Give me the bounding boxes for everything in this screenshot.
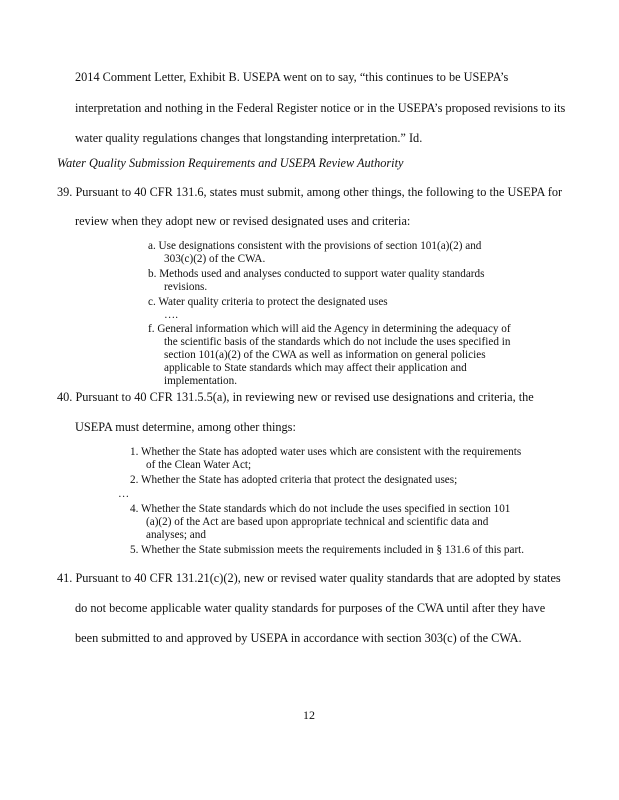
list-a-line-9: section 101(a)(2) of the CWA as well as information on general policies [164,349,486,361]
list-b-line-3: 2. Whether the State has adopted criteria that protect the designated uses; [130,474,458,486]
list-a-line-2: 303(c)(2) of the CWA. [164,253,266,265]
list-b-line-5: 4. Whether the State standards which do not include the uses specified in section 101 [130,503,511,515]
list-a-line-1: a. Use designations consistent with the provisions of section 101(a)(2) and [148,240,482,252]
intro-line-2: interpretation and nothing in the Federal Register notice or in the USEPA’s proposed revisions to its [75,101,566,115]
list-b-line-2: of the Clean Water Act; [146,459,252,471]
para-39-line-2: review when they adopt new or revised designated uses and criteria: [75,214,411,228]
list-b-line-7: analyses; and [146,529,206,541]
intro-line-3: water quality regulations changes that longstanding interpretation.” Id. [75,131,423,145]
list-a-line-11: implementation. [164,375,238,387]
list-a-line-6: …. [164,309,178,321]
list-b-line-1: 1. Whether the State has adopted water uses which are consistent with the requirements [130,446,522,458]
para-40-line-1: 40. Pursuant to 40 CFR 131.5.5(a), in reviewing new or revised use designations and criteria, the [57,390,534,404]
list-a-line-5: c. Water quality criteria to protect the designated uses [148,296,388,308]
list-a-line-7: f. General information which will aid the Agency in determining the adequacy of [148,323,511,335]
para-40-line-2: USEPA must determine, among other things: [75,420,296,434]
section-heading: Water Quality Submission Requirements and USEPA Review Authority [57,156,404,170]
list-b-line-4: … [118,488,130,500]
para-41-line-3: been submitted to and approved by USEPA in accordance with section 303(c) of the CWA. [75,631,522,645]
list-a-line-3: b. Methods used and analyses conducted to support water quality standards [148,268,485,280]
page-number: 12 [303,708,315,722]
para-41-line-1: 41. Pursuant to 40 CFR 131.21(c)(2), new or revised water quality standards that are adopted by states [57,571,561,585]
intro-line-1: 2014 Comment Letter, Exhibit B. USEPA went on to say, “this continues to be USEPA’s [75,70,509,84]
list-b-line-6: (a)(2) of the Act are based upon appropriate technical and scientific data and [146,516,489,528]
para-39-line-1: 39. Pursuant to 40 CFR 131.6, states must submit, among other things, the following to the USEPA for [57,185,563,199]
para-41-line-2: do not become applicable water quality standards for purposes of the CWA until after they have [75,601,546,615]
list-b-line-8: 5. Whether the State submission meets the requirements included in § 131.6 of this part. [130,544,525,556]
list-a-line-4: revisions. [164,281,208,293]
list-a-line-10: applicable to State standards which may affect their application and [164,362,467,374]
list-a-line-8: the scientific basis of the standards which do not include the uses specified in [164,336,511,348]
